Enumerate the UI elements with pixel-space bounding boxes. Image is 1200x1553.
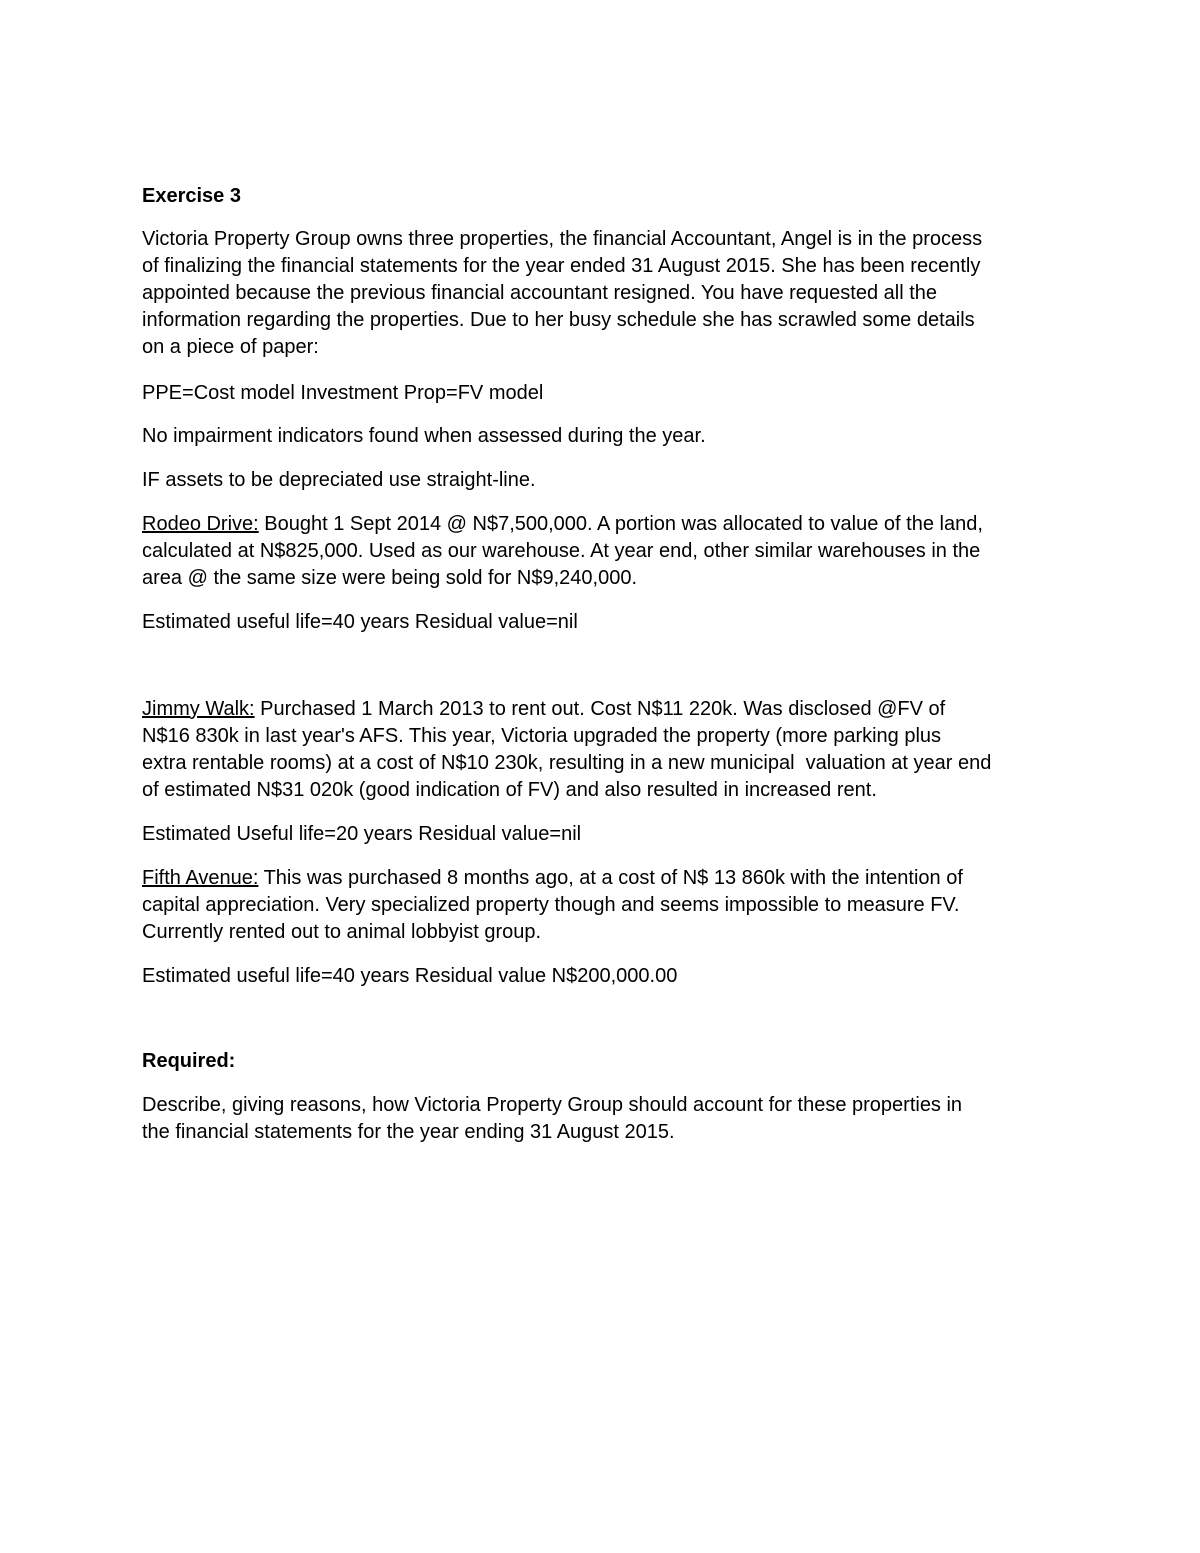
required-line: Describe, giving reasons, how Victoria Property Group should account for these properties in bbox=[142, 1094, 963, 1116]
exercise-title: Exercise 3 bbox=[142, 185, 241, 207]
rodeo-line-3: area @ the same size were being sold for N$9,240,000. bbox=[142, 567, 638, 589]
rodeo-line-2: calculated at N$825,000. Used as our warehouse. At year end, other similar warehouses in the bbox=[142, 540, 981, 562]
policy-line: PPE=Cost model Investment Prop=FV model bbox=[142, 382, 544, 404]
fifth-line-1 bbox=[142, 865, 1072, 892]
fifth-line-3: Currently rented out to animal lobbyist group. bbox=[142, 921, 542, 943]
document-page bbox=[142, 183, 1072, 1146]
required-heading: Required: bbox=[142, 1050, 236, 1072]
jimmy-walk-label: Jimmy Walk: bbox=[142, 698, 255, 720]
jimmy-walk-paragraph bbox=[142, 696, 1072, 804]
intro-line: on a piece of paper: bbox=[142, 336, 319, 358]
required-line: the financial statements for the year ending 31 August 2015. bbox=[142, 1121, 675, 1143]
impairment-line: No impairment indicators found when assessed during the year. bbox=[142, 425, 706, 447]
intro-line: Victoria Property Group owns three properties, the financial Accountant, Angel is in the process bbox=[142, 228, 983, 250]
jimmy-line-1 bbox=[142, 696, 1072, 723]
fifth-avenue-paragraph bbox=[142, 865, 1072, 946]
jimmy-line-1-text: Purchased 1 March 2013 to rent out. Cost N$11 220k. Was disclosed @FV of bbox=[254, 698, 946, 720]
required-paragraph bbox=[142, 1092, 1072, 1146]
fifth-line-2: capital appreciation. Very specialized property though and seems impossible to measure FV. bbox=[142, 894, 960, 916]
jimmy-line-2: N$16 830k in last year's AFS. This year, Victoria upgraded the property (more parking plus bbox=[142, 725, 942, 747]
jimmy-line-4: of estimated N$31 020k (good indication of FV) and also resulted in increased rent. bbox=[142, 779, 877, 801]
fifth-line-1-text: This was purchased 8 months ago, at a cost of N$ 13 860k with the intention of bbox=[258, 867, 963, 889]
intro-line: of finalizing the financial statements for the year ended 31 August 2015. She has been recently bbox=[142, 255, 981, 277]
fifth-estimate: Estimated useful life=40 years Residual value N$200,000.00 bbox=[142, 965, 678, 987]
jimmy-estimate: Estimated Useful life=20 years Residual value=nil bbox=[142, 823, 582, 845]
intro-paragraph bbox=[142, 226, 1072, 361]
rodeo-drive-paragraph bbox=[142, 511, 1072, 592]
rodeo-line-1 bbox=[142, 511, 1072, 538]
intro-line: information regarding the properties. Due to her busy schedule she has scrawled some details bbox=[142, 309, 975, 331]
jimmy-line-3: extra rentable rooms) at a cost of N$10 230k, resulting in a new municipal valuation at year end bbox=[142, 752, 992, 774]
depreciation-line: IF assets to be depreciated use straight-line. bbox=[142, 469, 536, 491]
rodeo-estimate: Estimated useful life=40 years Residual value=nil bbox=[142, 611, 578, 633]
intro-line: appointed because the previous financial accountant resigned. You have requested all the bbox=[142, 282, 938, 304]
rodeo-drive-label: Rodeo Drive: bbox=[142, 513, 259, 535]
fifth-avenue-label: Fifth Avenue: bbox=[142, 867, 259, 889]
rodeo-line-1-text: Bought 1 Sept 2014 @ N$7,500,000. A portion was allocated to value of the land, bbox=[258, 513, 983, 535]
